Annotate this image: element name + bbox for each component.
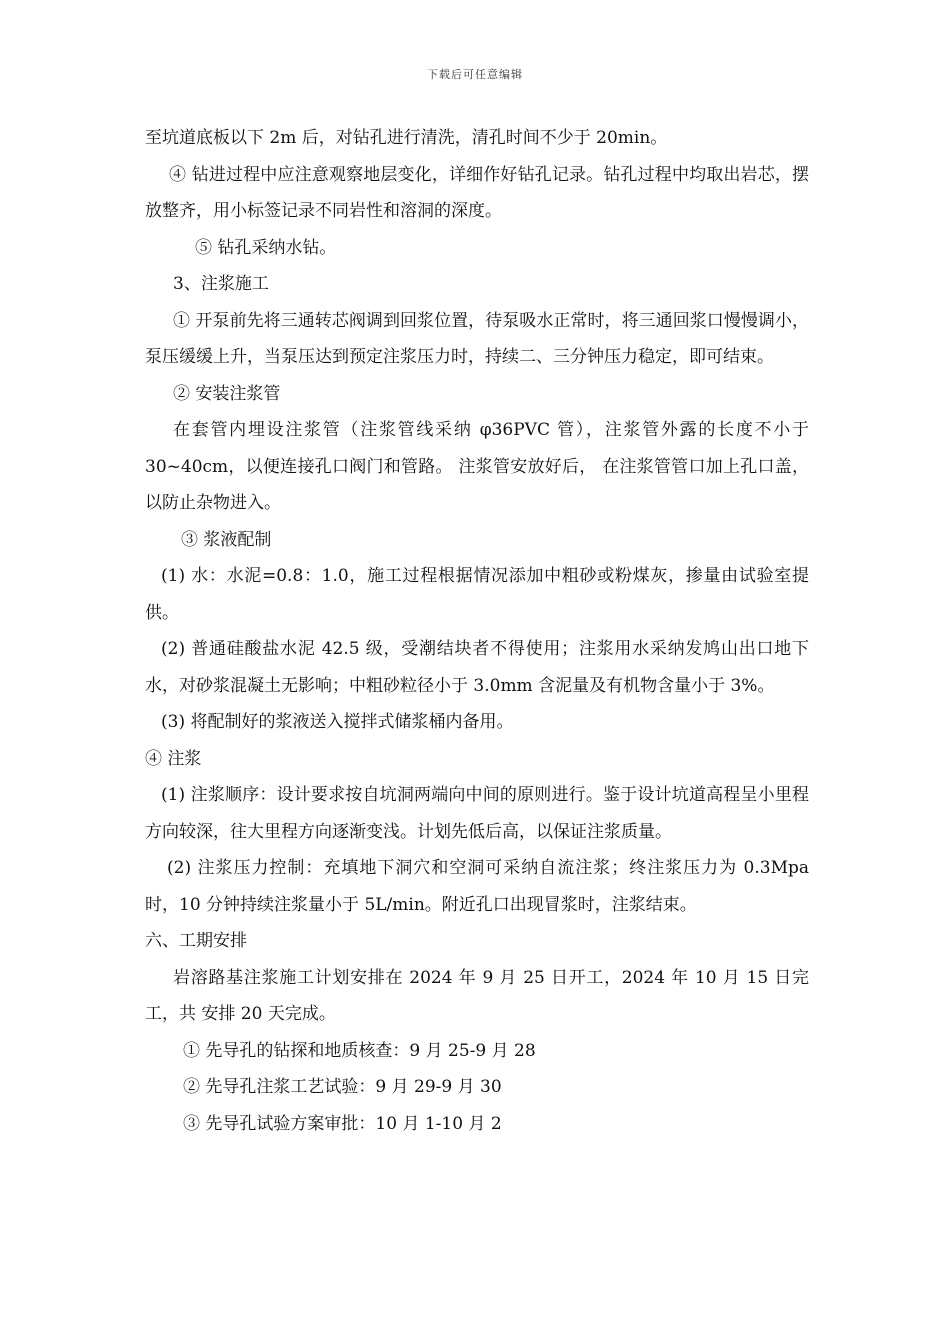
paragraph: 至坑道底板以下 2m 后，对钻孔进行清洗，清孔时间不少于 20min。 xyxy=(145,128,668,148)
paragraph: (2) 注浆压力控制：充填地下洞穴和空洞可采纳自流注浆；终注浆压力为 0.3Mpa 时，10 分钟持续注浆量小于 5L/min。附近孔口出现冒浆时，注浆结束。 xyxy=(145,858,809,915)
section-heading: 六、工期安排 xyxy=(145,931,247,951)
schedule-item: ② 先导孔注浆工艺试验：9 月 29-9 月 30 xyxy=(183,1077,502,1097)
paragraph: 岩溶路基注浆施工计划安排在 2024 年 9 月 25 日开工，2024 年 10 月 15 日完工，共 安排 20 天完成。 xyxy=(145,967,809,1024)
paragraph: (3) 将配制好的浆液送入搅拌式储浆桶内备用。 xyxy=(161,712,514,732)
paragraph: ① 开泵前先将三通转芯阀调到回浆位置，待泵吸水正常时，将三通回浆口慢慢调小，泵压缓缓上升，当泵压达到预定注浆压力时，持续二、三分钟压力稳定，即可结束。 xyxy=(145,310,809,367)
section-heading: 3、注浆施工 xyxy=(173,274,269,294)
sub-heading: ② 安装注浆管 xyxy=(173,383,281,404)
sub-heading: ③ 浆液配制 xyxy=(181,529,272,550)
paragraph: (1) 水：水泥=0.8：1.0，施工过程根据情况添加中粗砂或粉煤灰，掺量由试验室提供。 xyxy=(145,566,809,623)
schedule-item: ① 先导孔的钻探和地质核查：9 月 25-9 月 28 xyxy=(183,1040,536,1061)
paragraph: (1) 注浆顺序：设计要求按自坑洞两端向中间的原则进行。鉴于设计坑道高程呈小里程方向较深，往大里程方向逐渐变浅。计划先低后高，以保证注浆质量。 xyxy=(145,785,809,842)
page-header: 下载后可任意编辑 xyxy=(427,68,523,81)
document-body xyxy=(145,120,809,1142)
paragraph: 在套管内埋设注浆管（注浆管线采纳 φ36PVC 管），注浆管外露的长度不小于 30~40cm，以便连接孔口阀门和管路。 注浆管安放好后， 在注浆管管口加上孔口盖， 以防止杂物进入。 xyxy=(145,420,809,513)
paragraph: (2) 普通硅酸盐水泥 42.5 级，受潮结块者不得使用；注浆用水采纳发鸠山出口地下水，对砂浆混凝土无影响；中粗砂粒径小于 3.0mm 含泥量及有机物含量小于 3%。 xyxy=(145,639,809,696)
schedule-item: ③ 先导孔试验方案审批：10 月 1-10 月 2 xyxy=(183,1113,502,1134)
paragraph: ⑤ 钻孔采纳水钻。 xyxy=(195,237,337,258)
paragraph: ④ 钻进过程中应注意观察地层变化，详细作好钻孔记录。钻孔过程中均取出岩芯，摆放整齐，用小标签记录不同岩性和溶洞的深度。 xyxy=(145,164,809,221)
sub-heading: ④ 注浆 xyxy=(145,748,202,769)
